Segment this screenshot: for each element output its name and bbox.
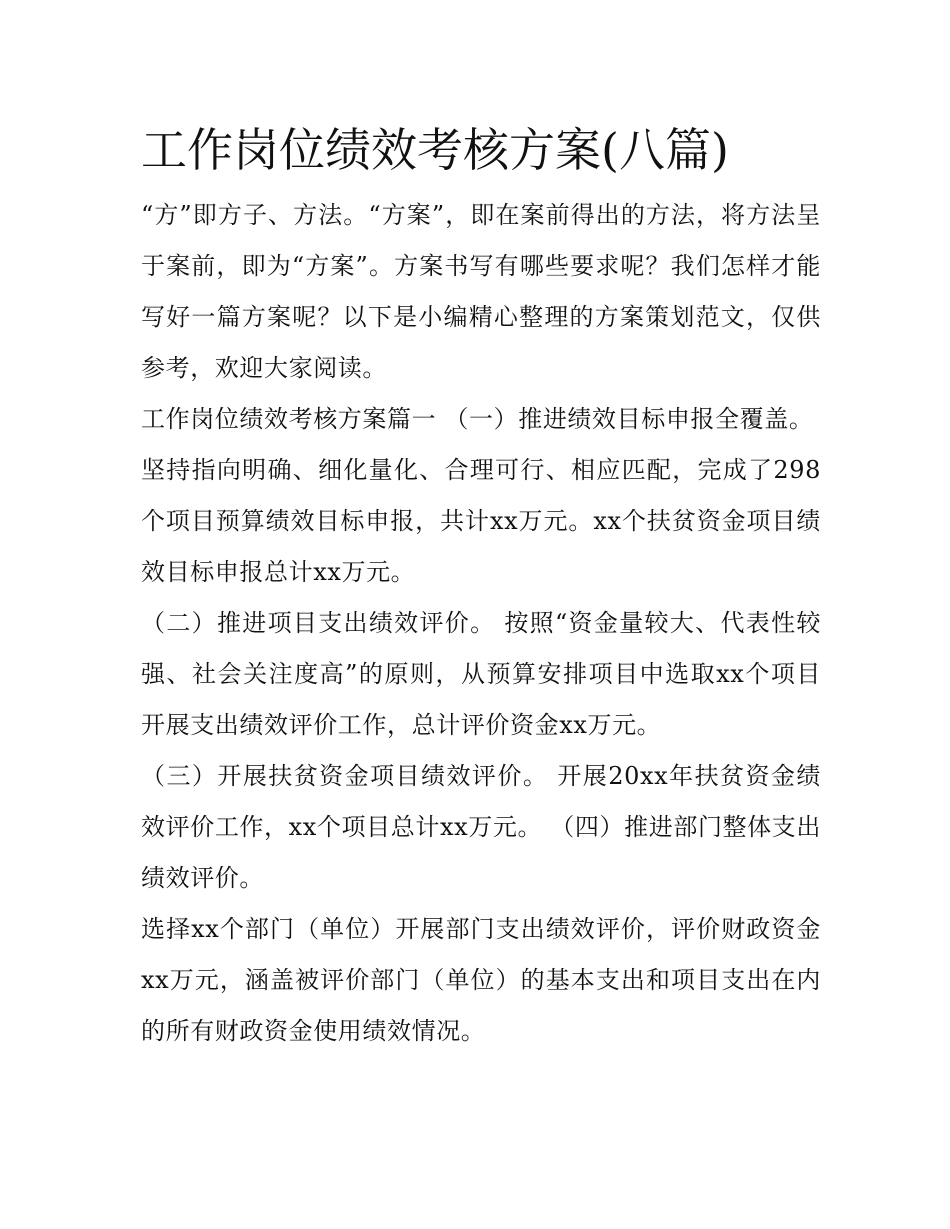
document-title: 工作岗位绩效考核方案(八篇) bbox=[141, 123, 729, 177]
paragraph-project-evaluation: （二）推进项目支出绩效评价。 按照“资金量较大、代表性较强、社会关注度高”的原则，从预算安排项目中选取xx个项目开展支出绩效评价工作，总计评价资金xx万元。 bbox=[141, 609, 821, 739]
document-page bbox=[141, 112, 821, 1057]
paragraph-intro: “方”即方子、方法。“方案”，即在案前得出的方法，将方法呈于案前，即为“方案”。方案书写有哪些要求呢？我们怎样才能写好一篇方案呢？以下是小编精心整理的方案策划范文，仅供参考，欢迎大家阅读。 bbox=[141, 201, 821, 382]
paragraph-department-evaluation: 选择xx个部门（单位）开展部门支出绩效评价，评价财政资金xx万元，涵盖被评价部门（单位）的基本支出和项目支出在内的所有财政资金使用绩效情况。 bbox=[141, 915, 821, 1045]
paragraph-poverty-fund-evaluation: （三）开展扶贫资金项目绩效评价。 开展20xx年扶贫资金绩效评价工作，xx个项目总计xx万元。 （四）推进部门整体支出绩效评价。 bbox=[141, 762, 821, 892]
paragraph-section-one-heading: 工作岗位绩效考核方案篇一 （一）推进绩效目标申报全覆盖。 bbox=[141, 405, 814, 433]
paragraph-target-declaration: 坚持指向明确、细化量化、合理可行、相应匹配，完成了298个项目预算绩效目标申报，共计xx万元。xx个扶贫资金项目绩效目标申报总计xx万元。 bbox=[141, 456, 821, 586]
